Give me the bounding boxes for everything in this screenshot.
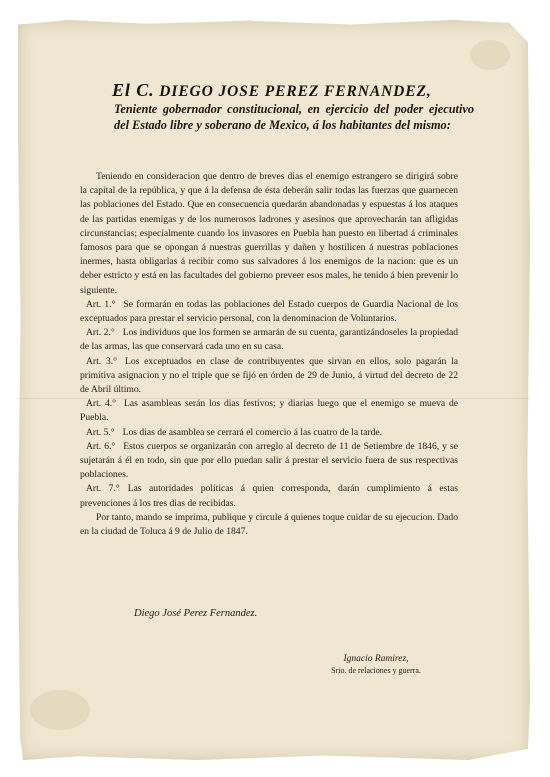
article-4 [80,397,458,425]
article-text: Los dias de asamblea se cerrará el comercio á las cuatro de la tarde. [122,426,383,438]
article-6 [80,440,458,483]
article-3 [80,355,458,398]
article-text: Se formarán en todas las poblaciones del Estado cuerpos de Guardia Nacional de los exceptuados para prestar el servicio personal, con la denominacion de Voluntarios. [80,298,458,325]
article-label: Art. 7.° [86,483,120,495]
article-text: Los individuos que los formen se armarán de su cuenta, garantizándoseles la propiedad de las armas, las que conservará cada uno en su casa. [80,327,458,353]
article-text: Las autoridades políticas á quien corresponda, darán cumplimiento á estas prevenciones á los tres dias de recibidas. [80,483,458,509]
preamble-paragraph: Teniendo en consideracion que dentro de breves dias el enemigo estrangero se dirigirá sobre la capital de la república, y que á la defensa de ésta deberán salir todas las fuerzas que guarnecen las poblaciones del Estado. Que en consecuencia quedarán abandonadas y espuestas á los ataques de las partidas enemigas y de los numerosos ladrones y asesinos que aprovecharán tan afligidas circunstancias; especialmente cuando los invasores en Puebla han puesto en libertad á criminales famosos para que se opongan á nuestras guerrillas y dañen y hostilicen á nuestras poblaciones inermes, hasta obligarlas á recibir como sus salvadores á los enemigos de la nacion: que es un deber estricto y está en las facultades del gobierno preveer esos males, he tenido á bien prevenir lo siguiente. [80,171,458,296]
article-text: Las asambleas serán los dias festivos; y diarias luego que el enemigo se mueva de Puebla. [80,398,458,424]
heading-prefix: El C. [112,80,155,100]
closing-paragraph: Por tanto, mando se imprima, publique y circule á quienes toque cuidar de su ejecucion. Dado en la ciudad de Toluca á 9 de Julio de 1847. [80,511,458,538]
heading-name: DIEGO JOSE PEREZ FERNANDEZ, [159,83,432,100]
article-label: Art. 2.° [86,327,115,339]
article-text: Estos cuerpos se organizarán con arreglo al decreto de 11 de Setiembre de 1846, y se sujetarán á él en todo, sin que por ello puedan salir á prestar el servicio fuera de sus respectivas poblaciones. [80,440,458,481]
secretary-name: Ignacio Ramirez, [343,654,409,664]
secretary-title: Srio. de relaciones y guerra. [331,666,421,675]
decree-body [80,170,458,539]
article-text: Los exceptuados en clase de contribuyentes que sirvan en ellos, solo pagarán la primitiva asignacion y no el triple que se fijó en órden de 29 de Junio, á virtud del decreto de 22 de Abril último. [80,355,458,396]
article-label: Art. 1.° [86,298,116,310]
article-7 [80,482,458,510]
article-label: Art. 4.° [86,398,117,410]
article-label: Art. 3.° [86,355,117,367]
governor-signature: Diego José Perez Fernandez. [134,608,258,619]
article-label: Art. 6.° [86,440,116,452]
article-label: Art. 5.° [86,426,115,438]
decree-heading-subtitle: Teniente gobernador constitucional, en ejercicio del poder ejecutivo del Estado libre y soberano de Mexico, á los habitantes del mismo: [114,102,474,132]
article-1 [80,298,458,326]
decree-heading-title [112,80,472,101]
article-5 [80,426,458,440]
secretary-block [316,654,436,676]
article-2 [80,326,458,354]
